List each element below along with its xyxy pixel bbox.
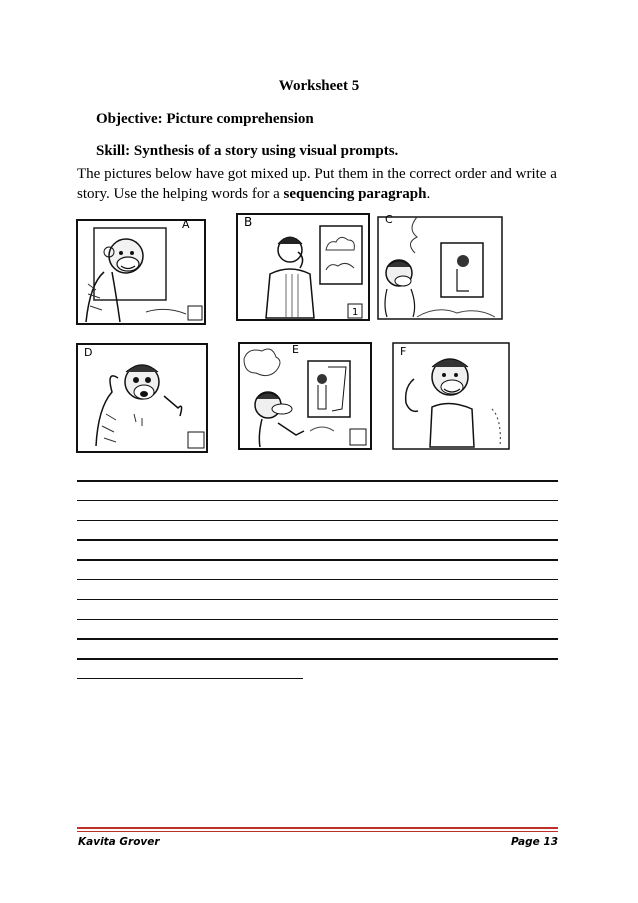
worksheet-title: Worksheet 5 [278,78,360,94]
panel-b-letter: B [244,215,253,229]
writing-line [77,619,558,621]
panel-e-letter: E [292,343,299,356]
panel-c-letter: C [385,213,393,226]
panel-b-drawing [236,210,370,322]
panel-f-drawing [392,339,516,451]
footer-rule-thin [77,831,558,832]
panel-a-drawing [76,214,208,326]
writing-line [77,658,558,660]
instructions-text [77,164,567,204]
panel-b-number: 1 [352,307,359,318]
skill-heading: Skill: Synthesis of a story using visual prompts. [96,143,399,159]
picture-panel-d [76,342,208,454]
writing-line [77,579,558,581]
writing-lines [77,480,558,698]
picture-panel-b [236,210,370,322]
instructions-pre: The pictures below have got mixed up. Put them in the correct order and write a story. Use the helping words for a [77,166,557,202]
writing-line [77,520,558,522]
footer-author: Kavita Grover [78,836,160,848]
picture-panel-f [392,339,516,451]
writing-line-last [77,678,303,680]
instructions-bold: sequencing paragraph [283,186,427,202]
panel-a-letter: A [182,218,190,231]
panel-e-drawing [238,339,372,451]
writing-line [77,599,558,601]
writing-line [77,559,558,561]
footer-page-number: Page 13 [510,836,558,848]
panel-f-letter: F [400,345,407,358]
objective-heading: Objective: Picture comprehension [96,111,314,127]
picture-panel-c [377,209,505,321]
panel-d-letter: D [84,346,93,359]
instructions-post: . [426,186,431,202]
writing-line [77,500,558,502]
panel-c-drawing [377,209,505,321]
footer-rule [77,827,558,829]
writing-line [77,480,558,482]
writing-line [77,638,558,640]
picture-panel-a [76,214,208,326]
writing-line [77,539,558,541]
panel-d-drawing [76,342,208,454]
picture-panel-e [238,339,372,451]
